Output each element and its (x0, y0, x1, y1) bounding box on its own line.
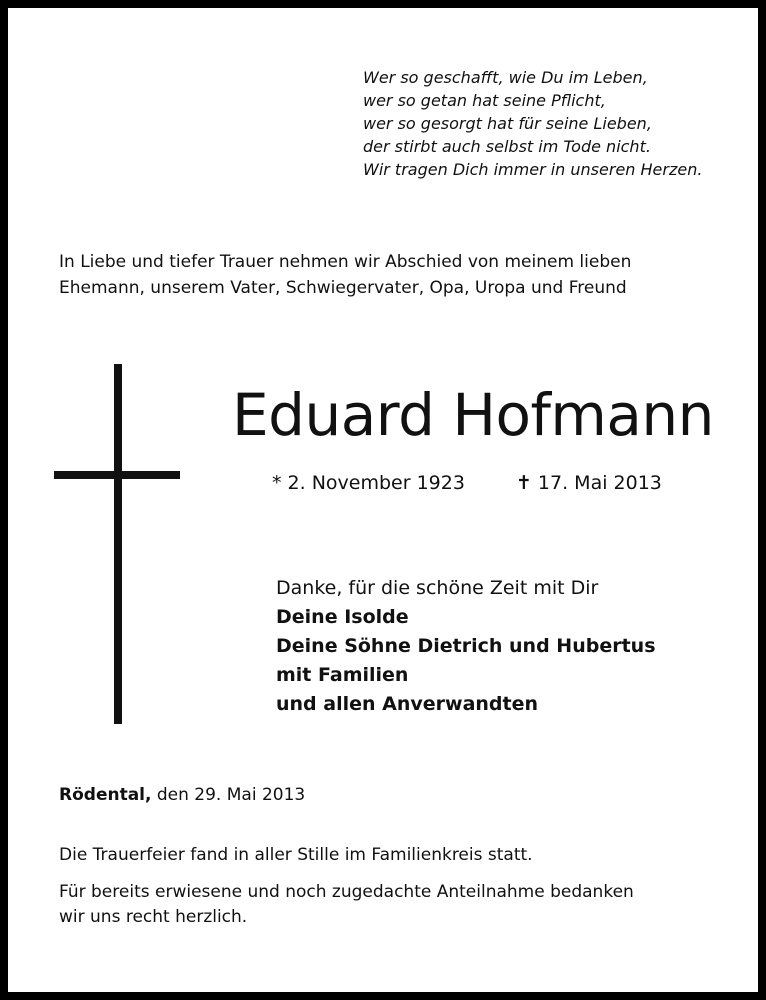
poem-line: Wir tragen Dich immer in unseren Herzen. (363, 160, 703, 179)
thanks-line: Für bereits erwiesene und noch zugedachte Anteilnahme bedanken (59, 882, 634, 902)
signer-line: und allen Anverwandten (276, 693, 539, 715)
intro-line: Ehemann, unserem Vater, Schwiegervater, Opa, Uropa und Freund (59, 278, 627, 298)
thanks-note (59, 880, 634, 930)
deceased-name: Eduard Hofmann (232, 381, 714, 449)
signers-block (276, 574, 736, 719)
signer-line: Deine Söhne Dietrich und Hubertus (276, 635, 656, 657)
intro-line: In Liebe und tiefer Trauer nehmen wir Abschied von meinem lieben (59, 252, 632, 272)
memorial-poem (363, 66, 743, 181)
birth-date: * 2. November 1923 (272, 472, 465, 494)
poem-line: wer so gesorgt hat für seine Lieben, (363, 114, 652, 133)
death-date: 17. Mai 2013 (537, 472, 662, 494)
signer-line: Deine Isolde (276, 606, 409, 628)
signer-line: mit Familien (276, 664, 409, 686)
dagger-icon: ✝ (516, 472, 532, 494)
cross-vertical-bar (114, 364, 122, 724)
ceremony-note: Die Trauerfeier fand in aller Stille im Familienkreis statt. (59, 845, 533, 865)
place-name: Rödental, (59, 785, 152, 805)
poem-line: wer so getan hat seine Pflicht, (363, 91, 606, 110)
place-date (59, 782, 305, 808)
thanks-line: Danke, für die schöne Zeit mit Dir (276, 577, 599, 599)
intro-text (59, 249, 719, 301)
death-date-group (516, 470, 662, 496)
poem-line: der stirbt auch selbst im Tode nicht. (363, 137, 651, 156)
poem-line: Wer so geschafft, wie Du im Leben, (363, 68, 648, 87)
obituary-notice (8, 8, 758, 992)
cross-horizontal-bar (54, 471, 180, 479)
notice-date: den 29. Mai 2013 (151, 785, 306, 805)
thanks-line: wir uns recht herzlich. (59, 907, 248, 927)
